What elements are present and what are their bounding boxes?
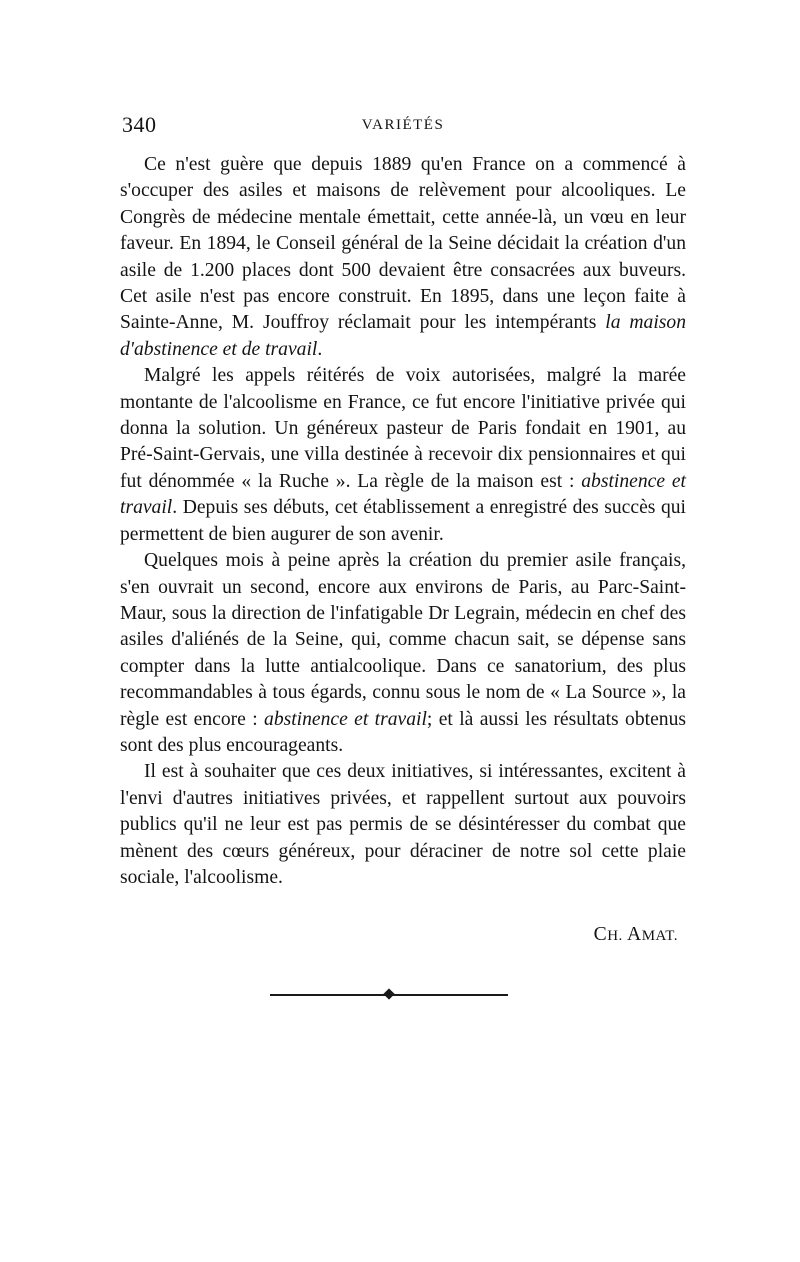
running-head: VARIÉTÉS	[361, 117, 445, 133]
italic-phrase: abstinence et travail	[120, 470, 686, 519]
article-body	[120, 152, 686, 891]
paragraph-2: Malgré les appels réitérés de voix autorisées, malgré la marée montante de l'alcoolisme en France, ce fut encore l'initiative privée qui donna la solution. Un généreux pasteur de Paris fondait en 1901, au Pré-Saint-Gervais, une villa destinée à recevoir dix pensionnaires et qui fut dénommée « la Ruche ». La règle de la maison est : abstinence et travail. Depuis ses débuts, cet établissement a enregistré des succès qui permettent de bien augurer de son avenir.	[120, 365, 686, 545]
end-ornament-rule	[270, 989, 508, 1001]
paragraph-4: Il est à souhaiter que ces deux initiatives, si intéressantes, excitent à l'envi d'autres initiatives privées, et rappellent surtout aux pouvoirs publics qu'il ne leur est pas permis de se désintéresser du combat que mènent des cœurs généreux, pour déraciner de notre sol cette plaie sociale, l'alcoolisme.	[120, 761, 686, 888]
page-number: 340	[122, 112, 157, 137]
italic-phrase: abstinence et travail	[264, 708, 427, 730]
diamond-icon	[383, 988, 394, 999]
page-header	[122, 112, 684, 142]
author-signature: CH. AMAT.	[593, 924, 678, 945]
paragraph-1: Ce n'est guère que depuis 1889 qu'en France on a commencé à s'occuper des asiles et maisons de relèvement pour alcooliques. Le Congrès de médecine mentale émettait, cette année-là, un vœu en leur faveur. En 1894, le Conseil général de la Seine décidait la création d'un asile de 1.200 places dont 500 devaient être consacrées aux buveurs. Cet asile n'est pas encore construit. En 1895, dans une leçon faite à Sainte-Anne, M. Jouffroy réclamait pour les intempérants la maison d'abstinence et de travail.	[120, 154, 686, 360]
italic-phrase: la maison d'abstinence et de travail	[120, 312, 686, 360]
paragraph-3: Quelques mois à peine après la création du premier asile français, s'en ouvrait un second, encore aux environs de Paris, au Parc-Saint-Maur, sous la direction de l'infatigable Dr Legrain, médecin en chef des asiles d'aliénés de la Seine, qui, comme chacun sait, se dépense sans compter dans la lutte antialcoolique. Dans ce sanatorium, des plus recommandables à tous égards, connu sous le nom de « La Source », la règle est encore : abstinence et travail; et là aussi les résultats obtenus sont des plus encourageants.	[120, 550, 686, 756]
